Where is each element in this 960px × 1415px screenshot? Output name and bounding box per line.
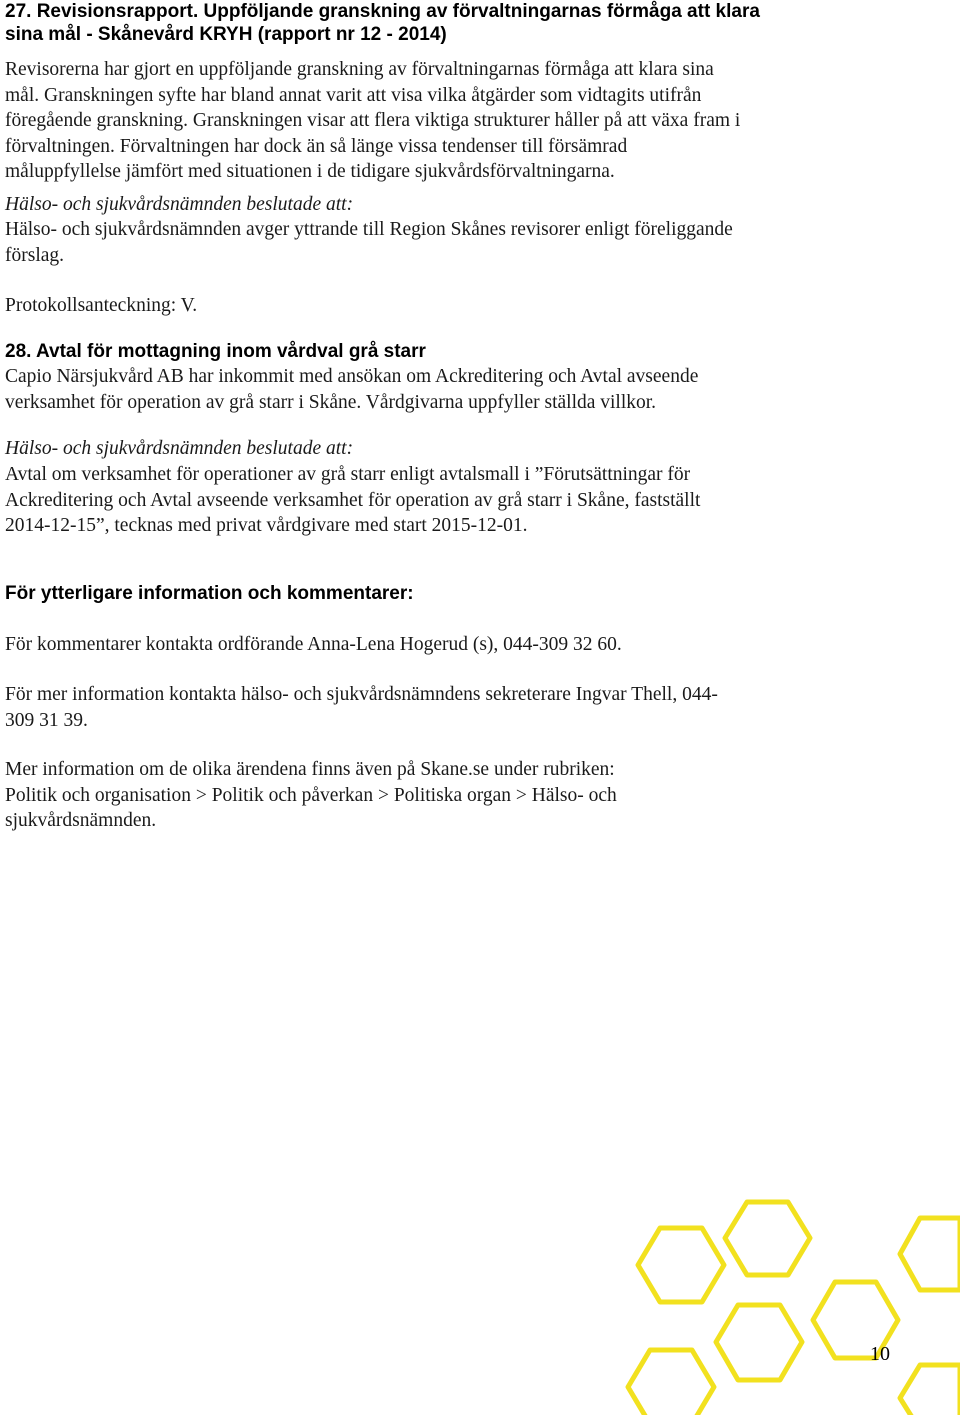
comments-contact: För kommentarer kontakta ordförande Anna-Lena Hogerud (s), 044-309 32 60. xyxy=(5,634,622,655)
item-27-body xyxy=(5,57,740,185)
honeycomb-cell xyxy=(900,1218,960,1290)
item-28-decision-heading: Hälso- och sjukvårdsnämnden beslutade att: xyxy=(5,438,354,459)
item-28-decision xyxy=(5,462,700,539)
item-28-heading xyxy=(5,340,426,363)
website-info xyxy=(5,757,617,834)
secretary-contact-line: 309 31 39. xyxy=(5,709,88,731)
item-27-number: 27. xyxy=(5,1,32,22)
honeycomb-cell xyxy=(638,1228,724,1302)
item-27-label: Revisionsrapport. xyxy=(36,1,199,22)
page-number: 10 xyxy=(870,1343,890,1365)
item-27-decision-heading: Hälso- och sjukvårdsnämnden beslutade att: xyxy=(5,194,354,215)
item-28-body xyxy=(5,364,698,415)
item-27-body-line: Revisorerna har gjort en uppföljande granskning av förvaltningarnas förmåga att klara sina xyxy=(5,59,714,80)
item-27-body-line: måluppfyllelse jämfört med situationen i de tidigare sjukvårdsförvaltningarna. xyxy=(5,161,615,182)
honeycomb-cell xyxy=(725,1202,810,1275)
item-28-decision-line: Avtal om verksamhet för operationer av grå starr enligt avtalsmall i ”Förutsättningar för xyxy=(5,464,691,485)
honeycomb-cell xyxy=(628,1350,714,1415)
website-info-line: Politik och organisation > Politik och påverkan > Politiska organ > Hälso- och xyxy=(5,784,617,806)
item-28-title: 28. Avtal för mottagning inom vårdval grå starr xyxy=(5,341,426,362)
item-27-decision xyxy=(5,217,733,268)
more-info-heading: För ytterligare information och kommentarer: xyxy=(5,583,414,604)
secretary-contact-line: För mer information kontakta hälso- och sjukvårdsnämndens sekreterare Ingvar Thell, 044- xyxy=(5,684,718,705)
item-28-decision-line: Ackreditering och Avtal avseende verksamhet för operation av grå starr i Skåne, fastställt xyxy=(5,489,701,511)
item-28-body-line: verksamhet för operation av grå starr i Skåne. Vårdgivarna uppfyller ställda villkor. xyxy=(5,391,657,413)
protocol-note: Protokollsanteckning: V. xyxy=(5,295,198,316)
item-27-body-line: föregående granskning. Granskningen visar att flera viktiga strukturer håller på att växa fram i xyxy=(5,110,741,131)
item-27-heading xyxy=(5,0,760,46)
item-27-body-line: förvaltningen. Förvaltningen har dock än så länge vissa tendenser till försämrad xyxy=(5,135,628,157)
honeycomb-decoration xyxy=(620,1180,960,1415)
website-info-line: sjukvårdsnämnden. xyxy=(5,810,157,831)
item-27-body-line: mål. Granskningen syfte har bland annat varit att visa vilka åtgärder som vidtagits utifrån xyxy=(5,84,702,106)
honeycomb-cell xyxy=(900,1365,960,1415)
website-info-line: Mer information om de olika ärendena finns även på Skane.se under rubriken: xyxy=(5,759,615,780)
honeycomb-cells xyxy=(628,1202,960,1415)
item-28-body-line: Capio Närsjukvård AB har inkommit med ansökan om Ackreditering och Avtal avseende xyxy=(5,366,699,387)
item-27-decision-line: Hälso- och sjukvårdsnämnden avger yttrande till Region Skånes revisorer enligt föreliggande xyxy=(5,219,733,240)
item-27-decision-line: förslag. xyxy=(5,244,65,266)
item-27-title-line1: Uppföljande granskning av förvaltningarnas förmåga att klara xyxy=(203,1,760,22)
secretary-contact xyxy=(5,682,718,733)
item-27-title-line2: sina mål - Skånevård KRYH (rapport nr 12 - 2014) xyxy=(5,24,447,45)
item-28-decision-line: 2014-12-15”, tecknas med privat vårdgivare med start 2015-12-01. xyxy=(5,515,528,536)
honeycomb-cell xyxy=(716,1305,802,1380)
